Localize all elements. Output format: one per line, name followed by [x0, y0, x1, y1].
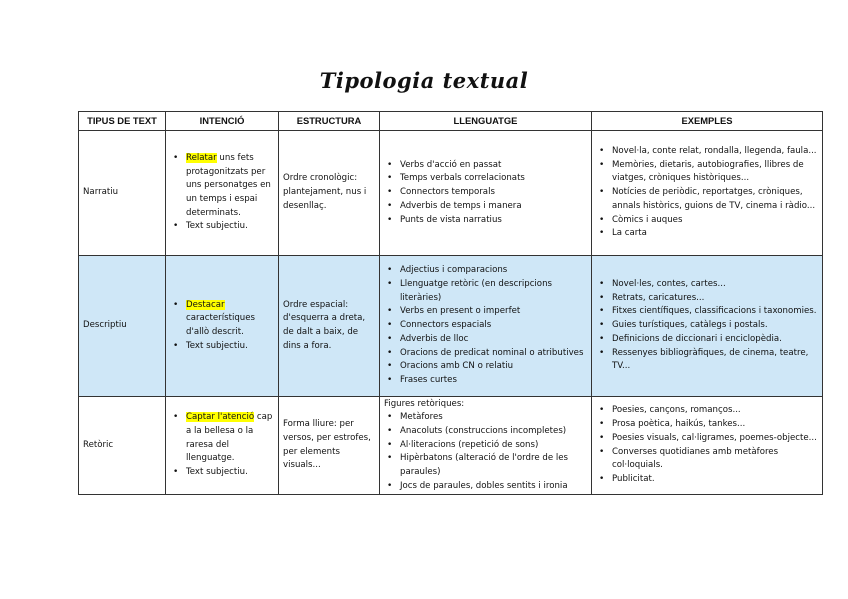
list-item: • Prosa poètica, haikús, tankes...	[596, 418, 818, 432]
list-item: • Còmics i auques	[596, 214, 818, 228]
intencio-text: característiques d'allò descrit.	[186, 313, 255, 337]
cell-llenguatge	[380, 131, 592, 256]
list-item	[170, 152, 274, 221]
table-row	[79, 131, 823, 256]
cell-tipus: Narratiu	[79, 131, 166, 256]
cell-exemples	[592, 131, 823, 256]
table-header-row	[79, 112, 823, 131]
highlighted-verb: Relatar	[186, 152, 217, 163]
llenguatge-heading: Figures retòriques:	[384, 398, 465, 409]
list-item: • Publicitat.	[596, 473, 818, 487]
list-item: • Verbs en present o imperfet	[384, 305, 587, 319]
cell-intencio	[166, 131, 279, 256]
header-exemples: EXEMPLES	[592, 112, 823, 131]
list-item: • Punts de vista narratius	[384, 214, 587, 228]
list-item: • Poesies, cançons, romanços...	[596, 404, 818, 418]
page-title: Tipologia textual	[319, 68, 529, 93]
intencio-text: cap a la bellesa o la raresa del llenguatge.	[186, 412, 273, 464]
cell-estructura: Ordre espacial: d'esquerra a dreta, de dalt a baix, de dins a fora.	[279, 256, 380, 397]
list-item: • Ressenyes bibliogràfiques, de cinema, teatre, TV...	[596, 347, 818, 374]
list-item: • Jocs de paraules, dobles sentits i ironia	[384, 480, 587, 494]
list-item: • Retrats, caricatures...	[596, 292, 818, 306]
list-item: • Temps verbals correlacionats	[384, 172, 587, 186]
text-typology-table	[78, 111, 823, 495]
cell-llenguatge	[380, 256, 592, 397]
table-row	[79, 397, 823, 495]
highlighted-verb: Captar l'atenció	[186, 412, 255, 423]
header-llenguatge: LLENGUATGE	[380, 112, 592, 131]
list-item: • Oracions amb CN o relatiu	[384, 360, 587, 374]
list-item: • Text subjectiu.	[170, 220, 274, 234]
list-item: • Converses quotidianes amb metàfores col·loquials.	[596, 446, 818, 473]
cell-llenguatge	[380, 397, 592, 495]
list-item: • Adverbis de temps i manera	[384, 200, 587, 214]
list-item: • Definicions de diccionari i enciclopèdia.	[596, 333, 818, 347]
cell-exemples	[592, 256, 823, 397]
intencio-text: uns fets protagonitzats per uns personatges en un temps i espai determinats.	[186, 152, 271, 218]
cell-exemples	[592, 397, 823, 495]
cell-intencio	[166, 397, 279, 495]
list-item: • Al·literacions (repetició de sons)	[384, 439, 587, 453]
cell-tipus: Descriptiu	[79, 256, 166, 397]
list-item: • Notícies de periòdic, reportatges, cròniques, annals històrics, guions de TV, cinema i ràdio...	[596, 186, 818, 213]
list-item: • Poesies visuals, cal·ligrames, poemes-objecte...	[596, 432, 818, 446]
header-estructura: ESTRUCTURA	[279, 112, 380, 131]
cell-tipus: Retòric	[79, 397, 166, 495]
list-item: • Verbs d'acció en passat	[384, 159, 587, 173]
cell-estructura: Ordre cronològic: plantejament, nus i desenllaç.	[279, 131, 380, 256]
header-tipus: TIPUS DE TEXT	[79, 112, 166, 131]
list-item	[170, 411, 274, 466]
list-item: • Oracions de predicat nominal o atributives	[384, 347, 587, 361]
list-item: • Hipèrbatons (alteració de l'ordre de les paraules)	[384, 452, 587, 479]
list-item: • Guies turístiques, catàlegs i postals.	[596, 319, 818, 333]
list-item: • Connectors temporals	[384, 186, 587, 200]
list-item: • La carta	[596, 227, 818, 241]
list-item: • Novel·la, conte relat, rondalla, llegenda, faula...	[596, 145, 818, 159]
highlighted-verb: Destacar	[186, 299, 225, 310]
header-intencio: INTENCIÓ	[166, 112, 279, 131]
list-item: • Adverbis de lloc	[384, 333, 587, 347]
cell-estructura: Forma lliure: per versos, per estrofes, per elements visuals...	[279, 397, 380, 495]
list-item: • Metàfores	[384, 411, 587, 425]
list-item: • Novel·les, contes, cartes...	[596, 278, 818, 292]
list-item: • Connectors espacials	[384, 319, 587, 333]
table-row	[79, 256, 823, 397]
list-item: • Frases curtes	[384, 374, 587, 388]
list-item: • Anacoluts (construccions incompletes)	[384, 425, 587, 439]
list-item: • Fitxes científiques, classificacions i taxonomies.	[596, 305, 818, 319]
list-item: • Text subjectiu.	[170, 466, 274, 480]
list-item: • Adjectius i comparacions	[384, 264, 587, 278]
list-item	[170, 299, 274, 340]
list-item: • Llenguatge retòric (en descripcions literàries)	[384, 278, 587, 305]
cell-intencio	[166, 256, 279, 397]
list-item: • Memòries, dietaris, autobiografies, llibres de viatges, cròniques històriques...	[596, 159, 818, 186]
list-item: • Text subjectiu.	[170, 340, 274, 354]
